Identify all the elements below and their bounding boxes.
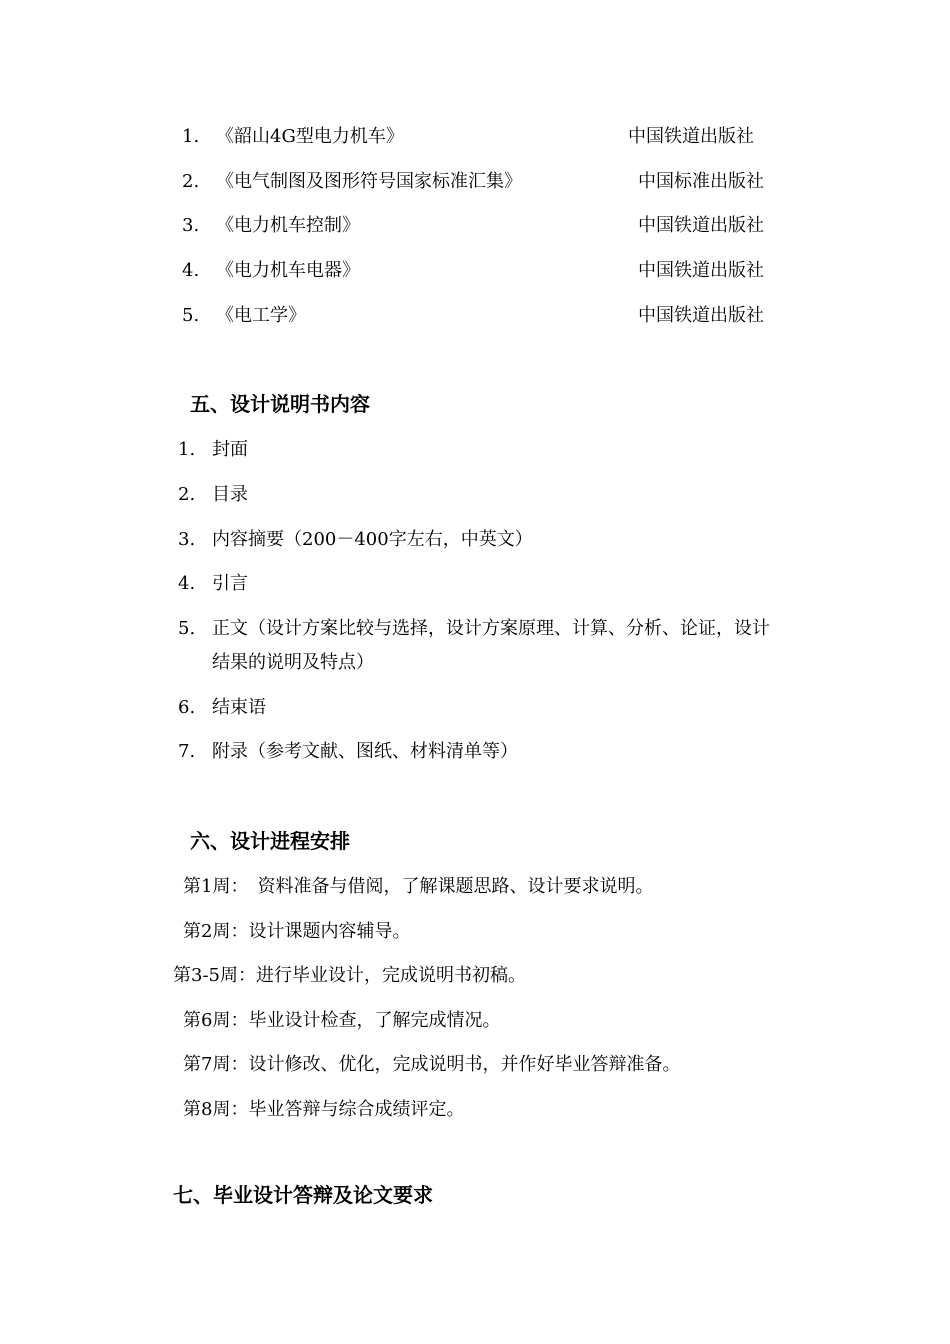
reference-item: 4. 《电力机车电器》 (182, 260, 360, 281)
list-item: 1. 封面 (178, 439, 248, 460)
reference-item: 2. 《电气制图及图形符号国家标准汇集》 (182, 171, 522, 192)
list-item: 6. 结束语 (178, 697, 266, 718)
list-item: 2. 目录 (178, 484, 248, 505)
list-item: 5. 正文（设计方案比较与选择，设计方案原理、计算、分析、论证，设计 (178, 618, 770, 639)
list-item: 4. 引言 (178, 573, 248, 594)
schedule-item: 第1周： 资料准备与借阅，了解课题思路、设计要求说明。 (183, 876, 654, 897)
list-item: 3. 内容摘要（200－400字左右，中英文） (178, 529, 533, 550)
schedule-item: 第3-5周：进行毕业设计，完成说明书初稿。 (173, 965, 526, 986)
list-item-continuation: 结果的说明及特点） (212, 652, 374, 673)
reference-item: 1. 《韶山4G型电力机车》 (182, 126, 404, 147)
reference-item: 5. 《电工学》 (182, 305, 306, 326)
section-heading: 六、设计进程安排 (190, 829, 350, 853)
section-heading: 七、毕业设计答辩及论文要求 (173, 1183, 433, 1207)
reference-publisher: 中国标准出版社 (638, 171, 764, 192)
reference-item: 3. 《电力机车控制》 (182, 215, 360, 236)
list-item: 7. 附录（参考文献、图纸、材料清单等） (178, 741, 518, 762)
schedule-item: 第8周：毕业答辩与综合成绩评定。 (183, 1099, 465, 1120)
section-heading: 五、设计说明书内容 (190, 392, 370, 416)
schedule-item: 第6周：毕业设计检查，了解完成情况。 (183, 1010, 501, 1031)
reference-publisher: 中国铁道出版社 (638, 215, 764, 236)
schedule-item: 第2周：设计课题内容辅导。 (183, 921, 411, 942)
reference-publisher: 中国铁道出版社 (628, 126, 754, 147)
reference-publisher: 中国铁道出版社 (638, 305, 764, 326)
schedule-item: 第7周：设计修改、优化，完成说明书，并作好毕业答辩准备。 (183, 1054, 681, 1075)
reference-publisher: 中国铁道出版社 (638, 260, 764, 281)
